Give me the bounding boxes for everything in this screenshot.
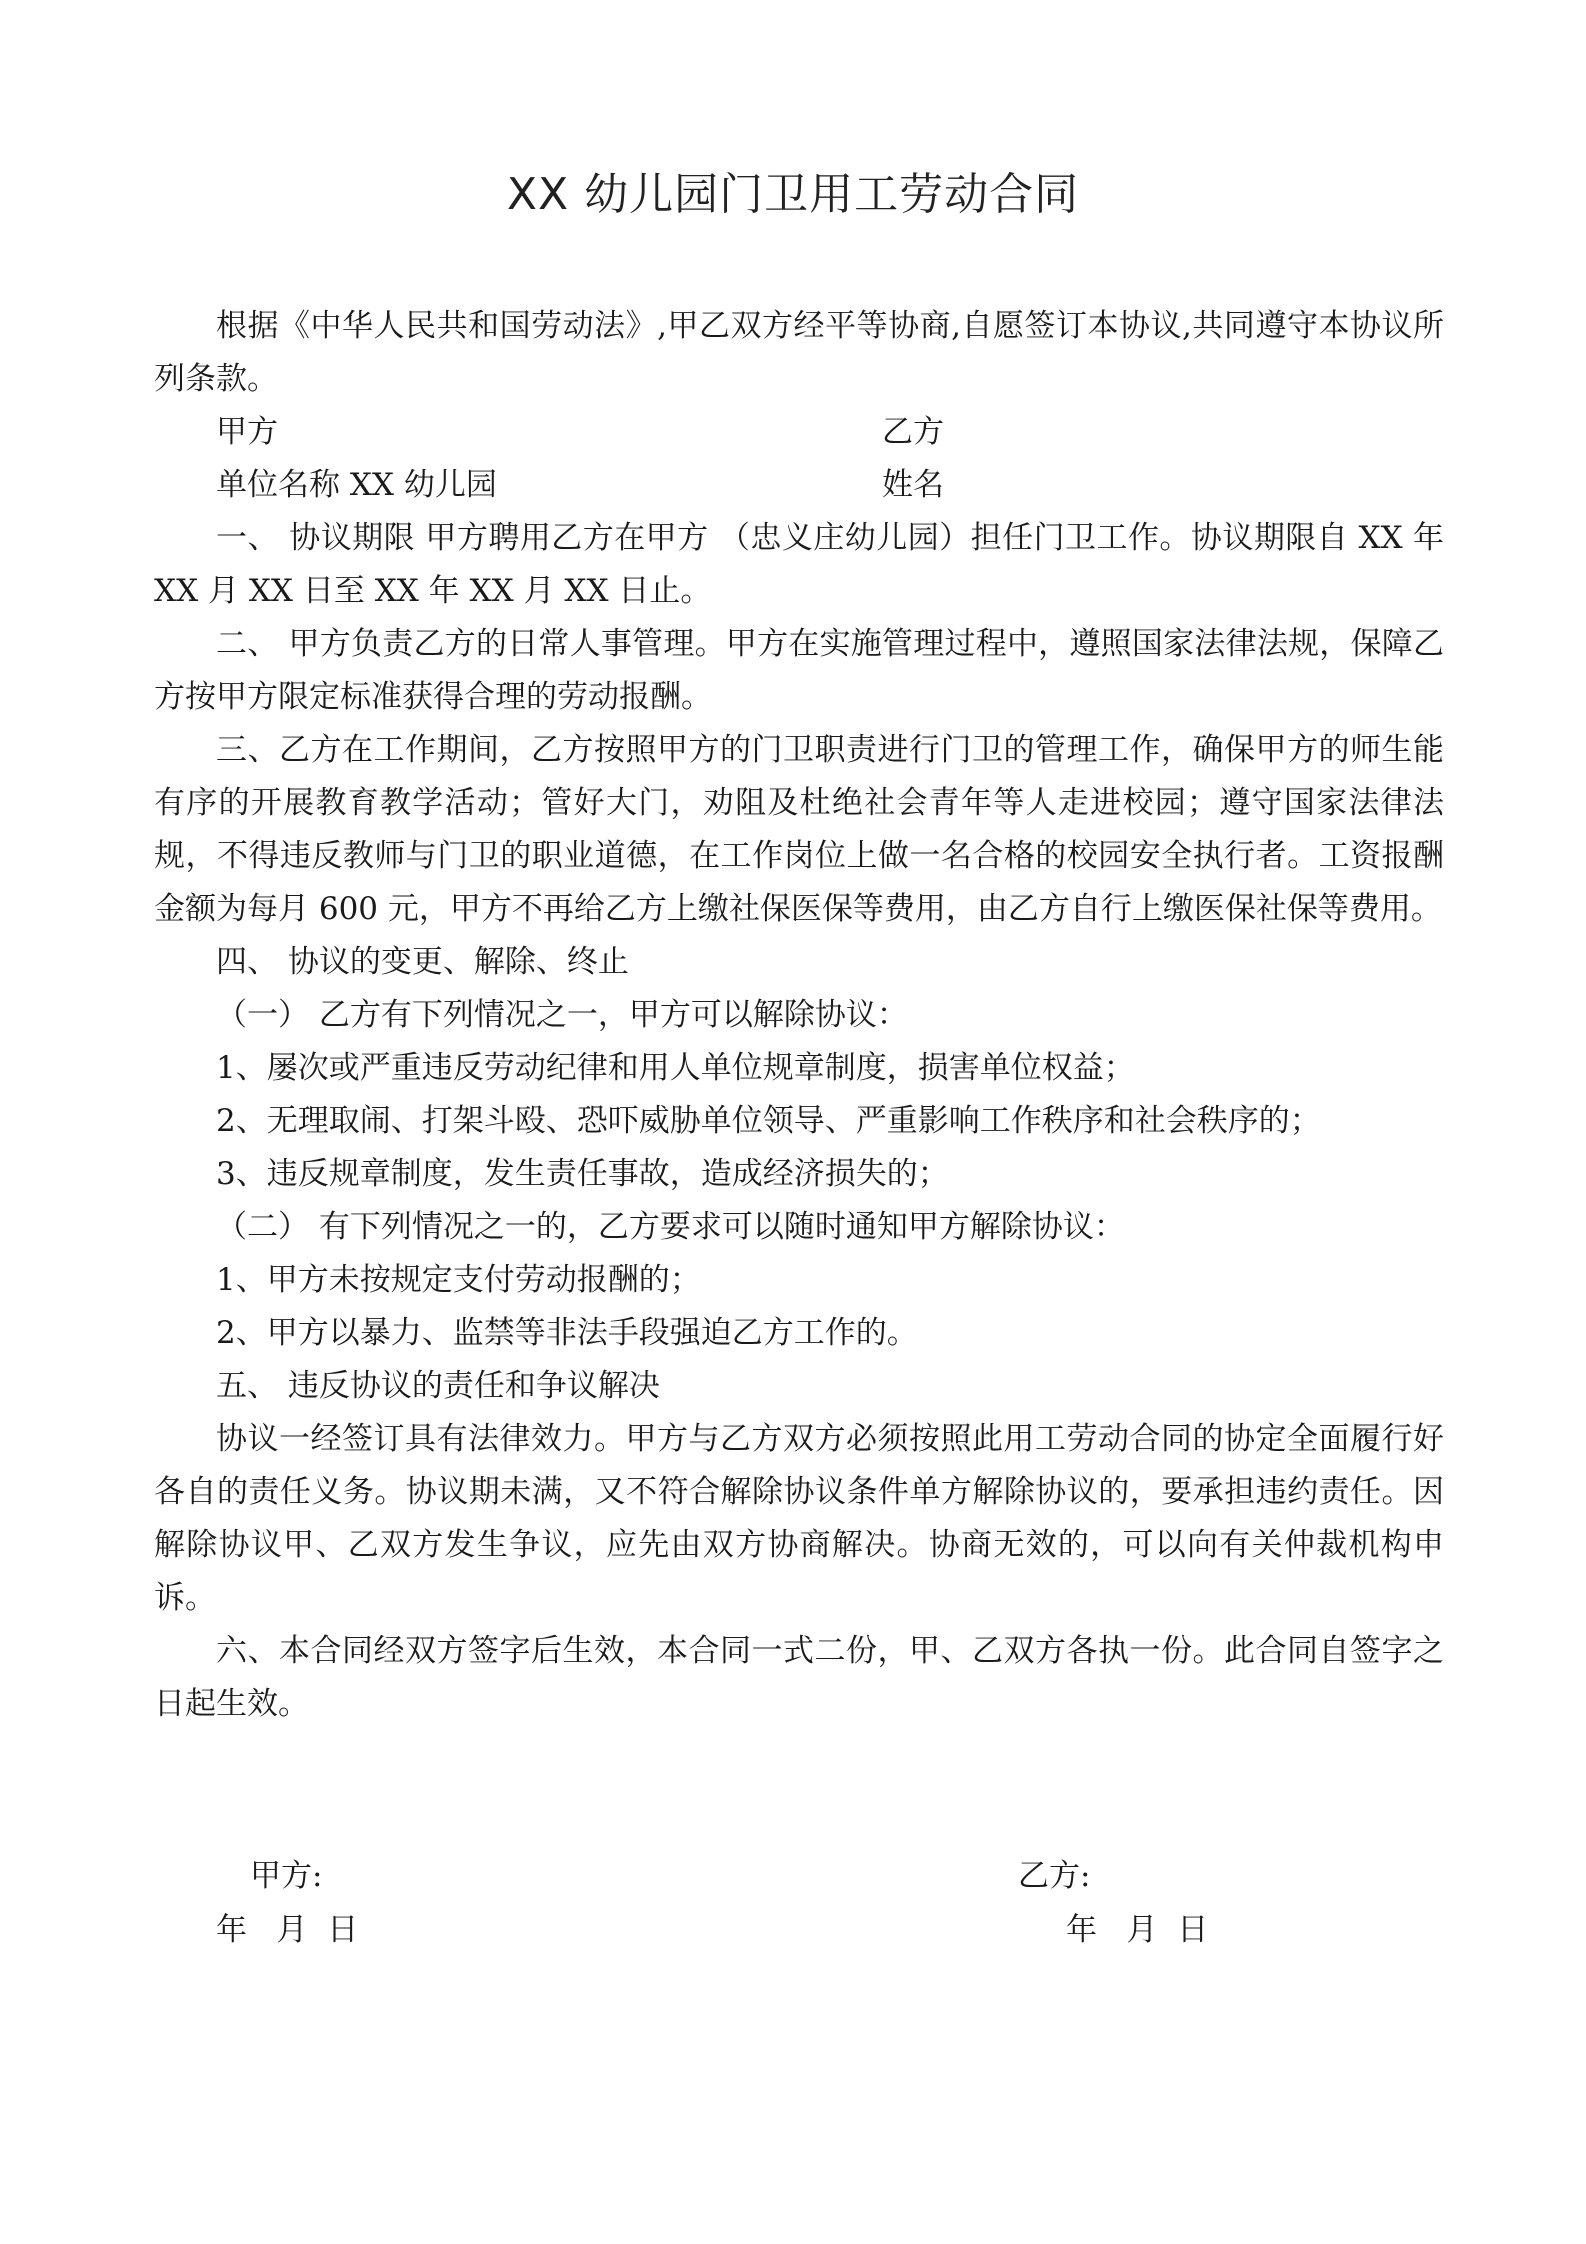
clause-4-sub1-item: 1、屡次或严重违反劳动纪律和用人单位规章制度，损害单位权益；: [216, 1050, 1135, 1086]
document-body: [154, 300, 1444, 1731]
parties-row: [154, 406, 1444, 459]
clause-4-sub2-item: 2、甲方以暴力、监禁等非法手段强迫乙方工作的。: [216, 1315, 918, 1351]
signature-party-b: 乙方:: [1018, 1858, 1091, 1894]
clause-4-sub1: （一） 乙方有下列情况之一，甲方可以解除协议：: [216, 997, 908, 1033]
document-title: XX 幼儿园门卫用工劳动合同: [506, 169, 1080, 220]
clause-5-heading: 五、 违反协议的责任和争议解决: [216, 1368, 660, 1404]
party-a-label: 甲方: [216, 414, 278, 450]
clause-4-sub2: （二） 有下列情况之一的，乙方要求可以随时通知甲方解除协议：: [216, 1209, 1125, 1245]
date-party-a: 年 月 日: [216, 1912, 359, 1948]
clause-4-heading: 四、 协议的变更、解除、终止: [216, 944, 629, 980]
intro-paragraph: 根据《中华人民共和国劳动法》,甲乙双方经平等协商,自愿签订本协议,共同遵守本协议所列条款。: [154, 308, 1444, 397]
party-b-label: 乙方: [882, 414, 944, 450]
clause-6: 六、本合同经双方签字后生效，本合同一式二份，甲、乙双方各执一份。此合同自签字之日起生效。: [154, 1633, 1444, 1722]
clause-2: 二、 甲方负责乙方的日常人事管理。甲方在实施管理过程中，遵照国家法律法规，保障乙方按甲方限定标准获得合理的劳动报酬。: [154, 626, 1444, 715]
clause-4-sub1-item: 3、违反规章制度，发生责任事故，造成经济损失的；: [216, 1156, 949, 1192]
unit-name: 单位名称 XX 幼儿园: [216, 467, 497, 503]
name-label: 姓名: [882, 467, 944, 503]
clause-4-sub2-item: 1、甲方未按规定支付劳动报酬的；: [216, 1262, 701, 1298]
clause-4-sub1-item: 2、无理取闹、打架斗殴、恐吓威胁单位领导、严重影响工作秩序和社会秩序的；: [216, 1103, 1321, 1139]
clause-3: 三、乙方在工作期间，乙方按照甲方的门卫职责进行门卫的管理工作，确保甲方的师生能有序的开展教育教学活动；管好大门，劝阻及杜绝社会青年等人走进校园；遵守国家法律法规，不得违反教师与门卫的职业道德，在工作岗位上做一名合格的校园安全执行者。工资报酬金额为每月 600 元，甲方不再给乙方上缴社保医保等费用，由乙方自行上缴医保社保等费用。: [154, 732, 1444, 927]
clause-5: 协议一经签订具有法律效力。甲方与乙方双方必须按照此用工劳动合同的协定全面履行好各自的责任义务。协议期未满，又不符合解除协议条件单方解除协议的，要承担违约责任。因解除协议甲、乙双方发生争议，应先由双方协商解决。协商无效的，可以向有关仲裁机构申诉。: [154, 1421, 1444, 1616]
clause-1: 一、 协议期限 甲方聘用乙方在甲方 （忠义庄幼儿园）担任门卫工作。协议期限自 XX 年 XX 月 XX 日至 XX 年 XX 月 XX 日止。: [154, 520, 1444, 609]
parties-detail-row: [154, 459, 1444, 512]
signature-party-a: 甲方:: [250, 1858, 323, 1894]
date-party-b: 年 月 日: [1066, 1912, 1209, 1948]
